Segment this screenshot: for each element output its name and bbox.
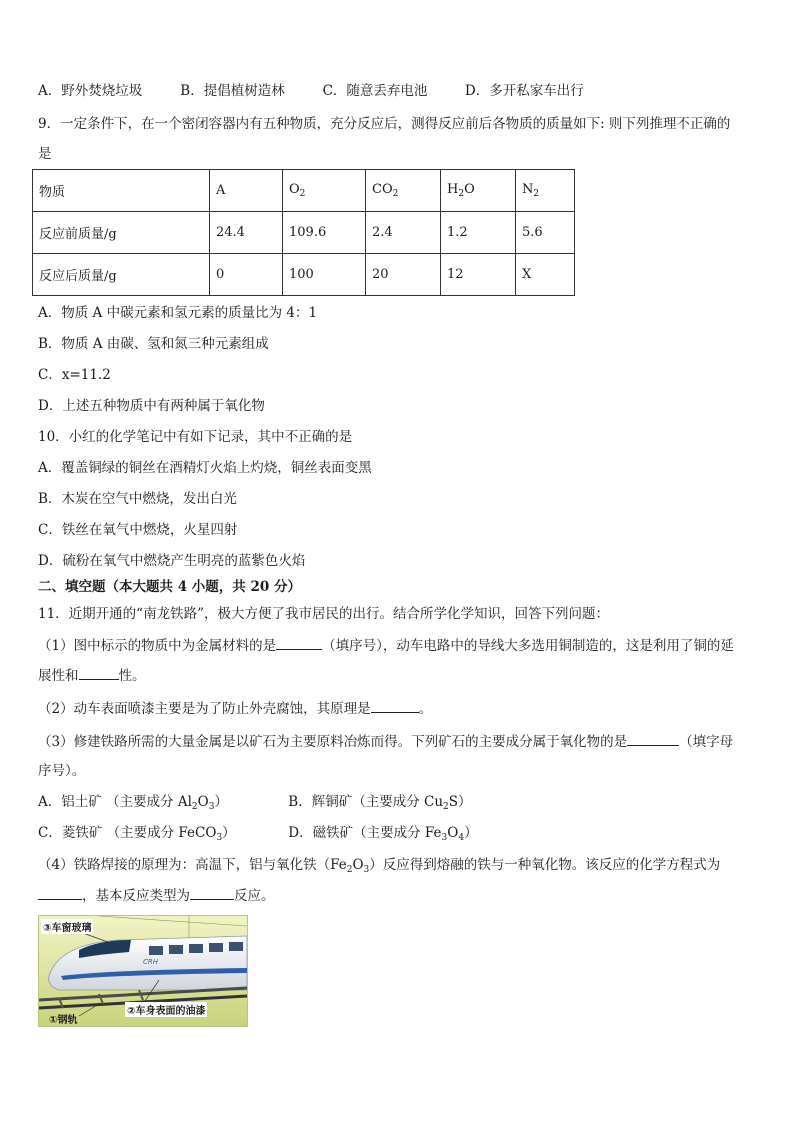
table-cell: 20 [366, 254, 441, 296]
q8-option-d: D．多开私家车出行 [464, 83, 584, 99]
answer-blank[interactable] [190, 885, 234, 900]
answer-blank[interactable] [276, 635, 322, 650]
q10-option-c: C．铁丝在氧气中燃烧，火星四射 [38, 522, 238, 538]
q11-ore-d: D．磁铁矿（主要成分 Fe3O4） [288, 825, 478, 843]
figure-label-rail: ①钢轨 [49, 1015, 78, 1026]
q11-part4-line2 [38, 885, 275, 906]
q8-option-a: A．野外焚烧垃圾 [38, 83, 143, 99]
table-cell: 1.2 [441, 212, 516, 254]
q11-ore-row1 [38, 792, 472, 817]
q11-stem: 11．近期开通的“南龙铁路”，极大方便了我市居民的出行。结合所学化学知识，回答下列问题： [38, 606, 609, 622]
q11-part4-text: 反应。 [234, 888, 275, 904]
q11-part1-line1 [38, 635, 734, 656]
table-cell: 0 [210, 254, 283, 296]
q11-part2-text: 。 [418, 701, 433, 717]
q11-part4-line1: （4）铁路焊接的原理为：高温下，铝与氧化铁$(Fe_2O_3)$反应得到熔融的铁与一种氧化物。该反应的化学方程式为 [38, 857, 721, 875]
train-logo: CRH [143, 958, 159, 966]
q8-option-b: B．提倡植树造林 [180, 83, 285, 99]
figure-label-window: ③车窗玻璃 [41, 919, 93, 934]
table-row [33, 254, 575, 296]
table-header-cell: $O_2$ [283, 170, 366, 212]
table-cell: 109.6 [283, 212, 366, 254]
q9-option-b: B．物质 A 由碳、氢和氮三种元素组成 [38, 336, 269, 352]
q10-option-a: A．覆盖铜绿的铜丝在酒精灯火焰上灼烧，铜丝表面变黑 [38, 460, 372, 476]
q9-option-d: D．上述五种物质中有两种属于氧化物 [38, 398, 265, 414]
q10-option-d: D．硫粉在氧气中燃烧产生明亮的蓝紫色火焰 [38, 553, 306, 569]
q11-part1-text: （1）图中标示的物质中为金属材料的是 [38, 638, 277, 654]
answer-blank[interactable] [38, 885, 82, 900]
q8-option-c: C．随意丢弃电池 [322, 83, 428, 99]
q11-part3-line1 [38, 731, 733, 752]
q11-part3-text: （3）修建铁路所需的大量金属是以矿石为主要原料冶炼而得。下列矿石的主要成分属于氧化物的是 [38, 734, 628, 750]
q11-ore-a: A．铝土矿 （主要成分 Al2O3） [38, 794, 228, 812]
q11-part2 [38, 698, 432, 719]
q9-stem-line2: 是 [38, 146, 52, 162]
q11-part1-text: 性。 [118, 668, 146, 684]
figure-label-paint: ②车身表面的油漆 [125, 1002, 207, 1017]
table-cell: X [516, 254, 575, 296]
q11-part1-text: 展性和 [38, 668, 79, 684]
train-figure [38, 915, 248, 1027]
table-header-cell: 物质 [33, 170, 210, 212]
q11-ore-c: C．菱铁矿 （主要成分 FeCO3） [38, 825, 236, 843]
table-header-row [33, 170, 575, 212]
table-header-cell: $CO_2$ [366, 170, 441, 212]
q11-ore-row2 [38, 823, 478, 848]
table-cell: 2.4 [366, 212, 441, 254]
answer-blank[interactable] [371, 698, 419, 713]
table-cell: 24.4 [210, 212, 283, 254]
table-header-cell: $H_2O$ [441, 170, 516, 212]
q11-part2-text: （2）动车表面喷漆主要是为了防止外壳腐蚀，其原理是 [38, 701, 371, 717]
answer-blank[interactable] [627, 731, 679, 746]
table-cell: 12 [441, 254, 516, 296]
table-cell: 5.6 [516, 212, 575, 254]
q10-stem: 10．小红的化学笔记中有如下记录，其中不正确的是 [38, 429, 353, 445]
q11-ore-b: B．辉铜矿（主要成分 Cu2S） [288, 794, 472, 812]
table-row [33, 212, 575, 254]
table-cell: 100 [283, 254, 366, 296]
q11-part3-text: （填字母 [679, 734, 734, 750]
section-title: 二、填空题（本大题共 4 小题，共 20 分） [38, 579, 301, 595]
table-header-cell: $N_2$ [516, 170, 575, 212]
table-header-cell: A [210, 170, 283, 212]
q11-part4-text: ，基本反应类型为 [82, 888, 190, 904]
answer-blank[interactable] [79, 665, 119, 680]
q10-option-b: B．木炭在空气中燃烧，发出白光 [38, 491, 237, 507]
q9-option-c: C．x=11.2 [38, 367, 111, 383]
q9-option-a: A．物质 A 中碳元素和氢元素的质量比为 4：1 [38, 305, 318, 321]
q11-part3-line2: 序号）。 [38, 763, 86, 779]
table-cell: 反应前质量/g [33, 212, 210, 254]
q11-part1-text: （填序号），动车电路中的导线大多选用铜制造的，这是利用了铜的延 [322, 638, 734, 654]
q9-mass-table [32, 169, 575, 296]
q9-stem-line1: 9．一定条件下，在一个密闭容器内有五种物质，充分反应后，测得反应前后各物质的质量如下: 则下列推理不正确的 [38, 116, 731, 132]
table-cell: 反应后质量/g [33, 254, 210, 296]
q8-options [38, 81, 584, 101]
q11-part1-line2 [38, 665, 146, 686]
